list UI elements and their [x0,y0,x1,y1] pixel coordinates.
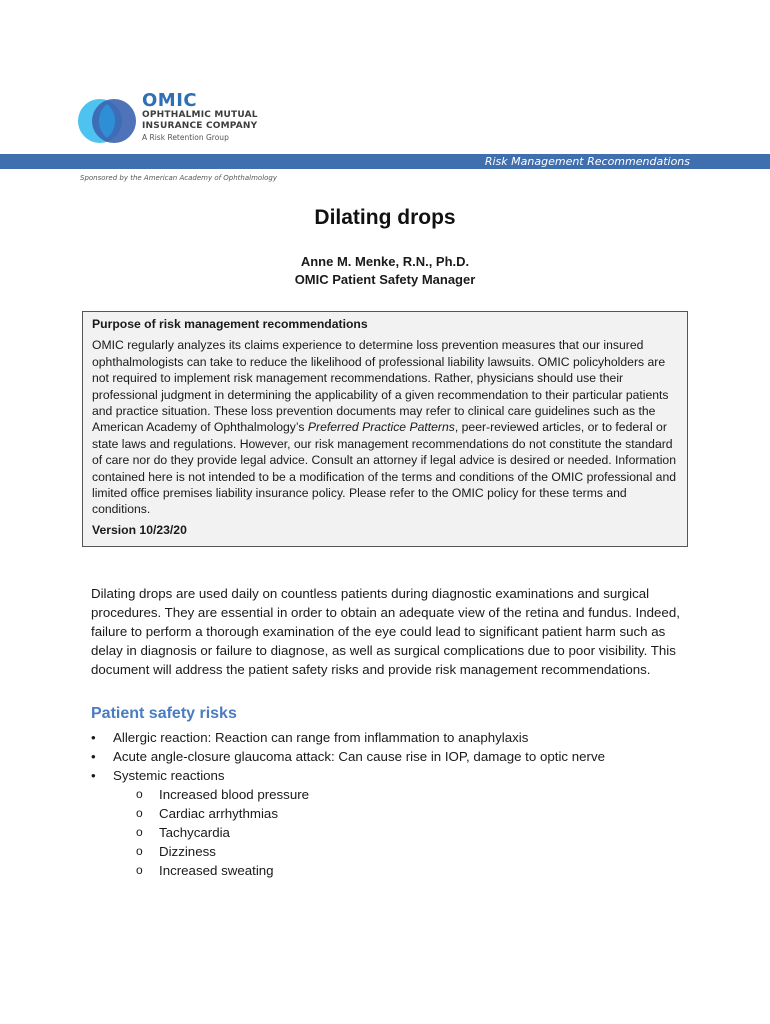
omic-logo [78,92,278,152]
logo-line-2: INSURANCE COMPANY [142,121,258,131]
logo-text [142,92,258,144]
author-name: Anne M. Menke, R.N., Ph.D. [300,254,470,269]
list-item: • Acute angle-closure glaucoma attack: Can cause rise in IOP, damage to optic nerve [91,747,691,766]
sub-list-item: o Increased blood pressure [113,785,691,804]
logo-name: OMIC [142,90,198,111]
author-role: OMIC Patient Safety Manager [294,272,476,287]
purpose-box [82,311,688,547]
purpose-heading: Purpose of risk management recommendations [92,317,368,331]
purpose-text-italic: Preferred Practice Patterns [307,420,455,435]
page-title: Dilating drops [314,206,456,229]
list-item: • Allergic reaction: Reaction can range from inflammation to anaphylaxis [91,728,691,747]
sub-list-item: o Cardiac arrhythmias [113,804,691,823]
logo-subline: A Risk Retention Group [142,133,229,142]
systemic-sublist [113,785,691,880]
sponsor-line: Sponsored by the American Academy of Ophthalmology [80,174,278,182]
header-banner [0,154,770,169]
purpose-body [92,337,678,517]
sub-list-item: o Dizziness [113,842,691,861]
sub-list-item: o Increased sweating [113,861,691,880]
logo-line-1: OPHTHALMIC MUTUAL [142,110,258,120]
section-heading-risks: Patient safety risks [91,705,237,722]
list-item-label: Systemic reactions [113,768,225,783]
omic-circles-icon [78,92,136,150]
risks-list [91,728,691,880]
version-label: Version 10/23/20 [92,522,187,537]
banner-title: Risk Management Recommendations [484,155,690,168]
sub-list-item: o Tachycardia [113,823,691,842]
intro-paragraph: Dilating drops are used daily on countless patients during diagnostic examinations and surgical procedures. They are essential in order to obtain an adequate view of the retina and fundus. Indeed, failure to perform a thorough examination of the eye could lead to significant patient harm such as delay in diagnosis or failure to diagnose, as well as surgical complications due to poor visibility. This document will address the patient safety risks and provide risk management recommendations. [91,586,680,677]
purpose-text-after: , peer-reviewed articles, or to federal or state laws and regulations. However, our risk management recommendations do not constitute the standard of care nor do they provide legal advice. Consult an attorney if legal advice is desired or needed. Information contained here is not intended to be a modification of the terms and conditions of the OMIC professional and limited office premises liability insurance policy. Please refer to the OMIC policy for these terms and conditions. [92,420,677,517]
list-item-systemic [91,766,691,880]
purpose-text-before: OMIC regularly analyzes its claims experience to determine loss prevention measures that our insured ophthalmologists can take to reduce the likelihood of professional liability lawsuits. OMIC policyholders are not required to implement risk management recommendations. Rather, physicians should use their professional judgment in determining the applicability of a given recommendation to their particular patients and practice situation. These loss prevention documents may refer to clinical care guidelines such as the American Academy of Ophthalmology’s [92,338,669,435]
